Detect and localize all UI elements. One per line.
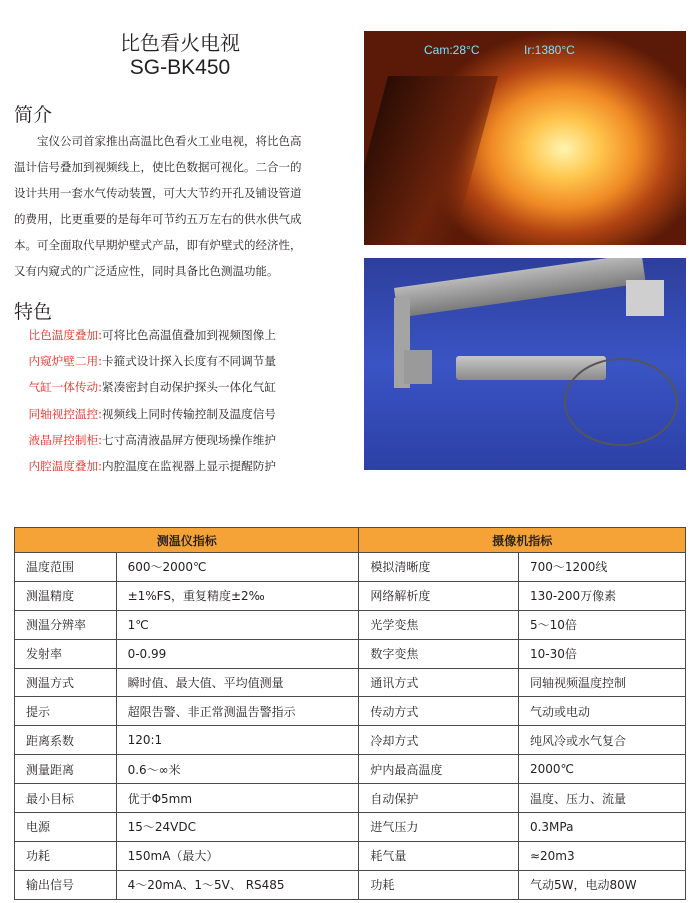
feature-key: 内腔温度叠加: bbox=[28, 458, 102, 473]
cell: ≈20m3 bbox=[518, 841, 685, 870]
feature-key: 气缸一体传动: bbox=[28, 380, 102, 395]
table-row bbox=[15, 553, 686, 582]
cell: 通讯方式 bbox=[359, 668, 519, 697]
furnace-shadow bbox=[364, 76, 498, 245]
intro-text bbox=[14, 128, 344, 284]
cell: 15～24VDC bbox=[116, 813, 359, 842]
cell: 同轴视频温度控制 bbox=[518, 668, 685, 697]
cell: 0-0.99 bbox=[116, 639, 359, 668]
table-head-left: 测温仪指标 bbox=[15, 528, 359, 553]
cell: 电源 bbox=[15, 813, 117, 842]
cell: 10-30倍 bbox=[518, 639, 685, 668]
cam-temp-overlay: Cam:28°C bbox=[424, 43, 480, 57]
feature-item bbox=[14, 348, 364, 374]
feature-item bbox=[14, 401, 364, 427]
cell: ±1%FS，重复精度±2‰ bbox=[116, 581, 359, 610]
cell: 传动方式 bbox=[359, 697, 519, 726]
cell: 超限告警、非正常测温告警指示 bbox=[116, 697, 359, 726]
cell: 输出信号 bbox=[15, 870, 117, 899]
table-row bbox=[15, 870, 686, 899]
cell: 提示 bbox=[15, 697, 117, 726]
cell: 0.6～∞米 bbox=[116, 755, 359, 784]
feature-text: 内腔温度在监视器上显示提醒防护 bbox=[102, 458, 276, 473]
feature-text: 卡箍式设计探入长度有不同调节量 bbox=[102, 354, 276, 369]
features-heading: 特色 bbox=[14, 301, 53, 323]
table-row bbox=[15, 639, 686, 668]
cell: 优于Φ5mm bbox=[116, 784, 359, 813]
spec-table bbox=[14, 527, 686, 900]
cable-coil bbox=[564, 358, 678, 446]
feature-item bbox=[14, 374, 364, 400]
cell: 150mA（最大） bbox=[116, 841, 359, 870]
cell: 进气压力 bbox=[359, 813, 519, 842]
cell: 测温精度 bbox=[15, 581, 117, 610]
cell: 功耗 bbox=[359, 870, 519, 899]
bracket bbox=[404, 350, 432, 384]
cell: 测量距离 bbox=[15, 755, 117, 784]
table-row bbox=[15, 668, 686, 697]
cell: 冷却方式 bbox=[359, 726, 519, 755]
feature-key: 内窥炉壁二用: bbox=[28, 354, 102, 369]
table-row bbox=[15, 610, 686, 639]
cell: 数字变焦 bbox=[359, 639, 519, 668]
cell: 网络解析度 bbox=[359, 581, 519, 610]
feature-text: 可将比色高温值叠加到视频图像上 bbox=[102, 328, 276, 342]
table-head-right: 摄像机指标 bbox=[359, 528, 686, 553]
feature-text: 视频线上同时传输控制及温度信号 bbox=[102, 406, 276, 421]
intro-line: 的费用，比更重要的是每年可节约五万左右的供水供气成 bbox=[14, 212, 302, 226]
feature-item bbox=[14, 322, 364, 348]
intro-line: 又有内窥式的广泛适应性，同时具备比色测温功能。 bbox=[14, 264, 279, 278]
cell: 光学变焦 bbox=[359, 610, 519, 639]
table-header-row bbox=[15, 528, 686, 553]
cell: 600～2000℃ bbox=[116, 553, 359, 582]
product-model: SG-BK450 bbox=[129, 56, 231, 79]
camera-box bbox=[626, 280, 664, 316]
cell: 5～10倍 bbox=[518, 610, 685, 639]
feature-key: 液晶屏控制柜: bbox=[28, 432, 102, 447]
intro-line: 本。可全面取代早期炉壁式产品，即有炉壁式的经济性， bbox=[14, 238, 302, 252]
product-title: 比色看火电视 bbox=[120, 31, 240, 55]
table-row bbox=[15, 697, 686, 726]
cell: 温度范围 bbox=[15, 553, 117, 582]
intro-heading: 简介 bbox=[14, 104, 53, 126]
intro-line: 设计共用一套水气传动装置，可大大节约开孔及铺设管道 bbox=[14, 186, 302, 200]
cell: 炉内最高温度 bbox=[359, 755, 519, 784]
product-photo bbox=[364, 258, 686, 470]
cell: 温度、压力、流量 bbox=[518, 784, 685, 813]
table-row bbox=[15, 726, 686, 755]
feature-text: 七寸高清液晶屏方便现场操作维护 bbox=[102, 432, 276, 447]
cell: 瞬时值、最大值、平均值测量 bbox=[116, 668, 359, 697]
feature-key: 同轴视控温控: bbox=[28, 406, 102, 421]
cell: 测温分辨率 bbox=[15, 610, 117, 639]
features-list bbox=[14, 322, 364, 479]
ir-temp-overlay: Ir:1380°C bbox=[524, 43, 575, 57]
cell: 测温方式 bbox=[15, 668, 117, 697]
cell: 0.3MPa bbox=[518, 813, 685, 842]
cell: 发射率 bbox=[15, 639, 117, 668]
table-row bbox=[15, 784, 686, 813]
cell: 气动或电动 bbox=[518, 697, 685, 726]
cell: 120:1 bbox=[116, 726, 359, 755]
cell: 模拟清晰度 bbox=[359, 553, 519, 582]
cell: 最小目标 bbox=[15, 784, 117, 813]
cell: 功耗 bbox=[15, 841, 117, 870]
cell: 耗气量 bbox=[359, 841, 519, 870]
cell: 700～1200线 bbox=[518, 553, 685, 582]
intro-line: 宝仪公司首家推出高温比色看火工业电视，将比色高 bbox=[37, 134, 302, 148]
feature-item bbox=[14, 453, 364, 479]
probe-housing bbox=[394, 258, 646, 318]
table-row bbox=[15, 581, 686, 610]
cell: 1℃ bbox=[116, 610, 359, 639]
table-row bbox=[15, 813, 686, 842]
cell: 4～20mA、1～5V、 RS485 bbox=[116, 870, 359, 899]
cell: 距离系数 bbox=[15, 726, 117, 755]
furnace-camera-image bbox=[364, 31, 686, 245]
feature-text: 紧凑密封自动保护探头一体化气缸 bbox=[102, 380, 276, 395]
cell: 纯风冷或水气复合 bbox=[518, 726, 685, 755]
cell: 2000℃ bbox=[518, 755, 685, 784]
table-row bbox=[15, 755, 686, 784]
table-row bbox=[15, 841, 686, 870]
cell: 气动5W，电动80W bbox=[518, 870, 685, 899]
feature-key: 比色温度叠加: bbox=[28, 328, 102, 342]
cell: 自动保护 bbox=[359, 784, 519, 813]
feature-item bbox=[14, 427, 364, 453]
intro-line: 温计信号叠加到视频线上，使比色数据可视化。二合一的 bbox=[14, 160, 302, 174]
cell: 130-200万像素 bbox=[518, 581, 685, 610]
